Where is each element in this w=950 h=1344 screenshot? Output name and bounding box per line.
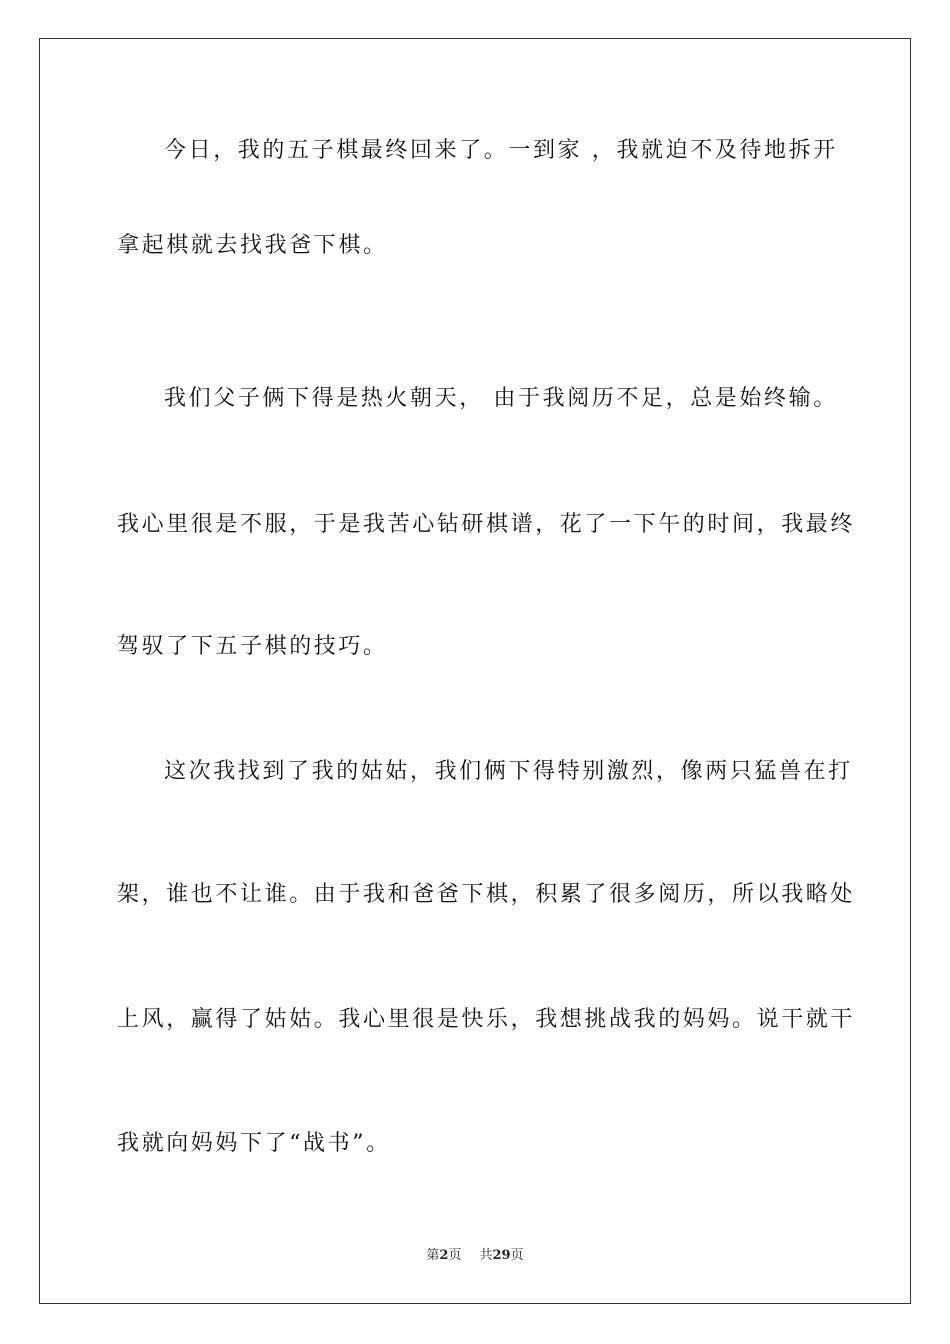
paragraph-1-line-2: 拿起棋就去找我爸下棋。 <box>117 233 388 258</box>
paragraph-2-line-2: 我心里很是不服，于是我苦心钻研棋谱，花了一下午的时间，我最终 <box>117 512 856 537</box>
total-prefix: 共 <box>479 1248 493 1263</box>
page-border <box>39 38 911 1304</box>
total-suffix: 页 <box>510 1248 524 1263</box>
page-number: 2 <box>439 1248 449 1263</box>
total-pages: 29 <box>492 1248 511 1263</box>
paragraph-3-line-3: 上风，赢得了姑姑。我心里很是快乐，我想挑战我的妈妈。说干就干 <box>117 1007 856 1032</box>
paragraph-3-line-4: 我就向妈妈下了“战书”。 <box>117 1131 391 1156</box>
paragraph-3-line-2: 架，谁也不让谁。由于我和爸爸下棋，积累了很多阅历，所以我略处 <box>117 882 856 907</box>
page-prefix: 第 <box>426 1248 440 1263</box>
paragraph-3-line-1: 这次我找到了我的姑姑，我们俩下得特别激烈，像两只猛兽在打 <box>164 759 853 784</box>
paragraph-1-line-1: 今日，我的五子棋最终回来了。一到家 ，我就迫不及待地拆开 <box>164 138 838 163</box>
page-suffix: 页 <box>448 1248 462 1263</box>
paragraph-2-line-1: 我们父子俩下得是热火朝天， 由于我阅历不足，总是始终输。 <box>164 386 838 411</box>
page-footer <box>0 1247 950 1265</box>
paragraph-2-line-3: 驾驭了下五子棋的技巧。 <box>117 634 388 659</box>
